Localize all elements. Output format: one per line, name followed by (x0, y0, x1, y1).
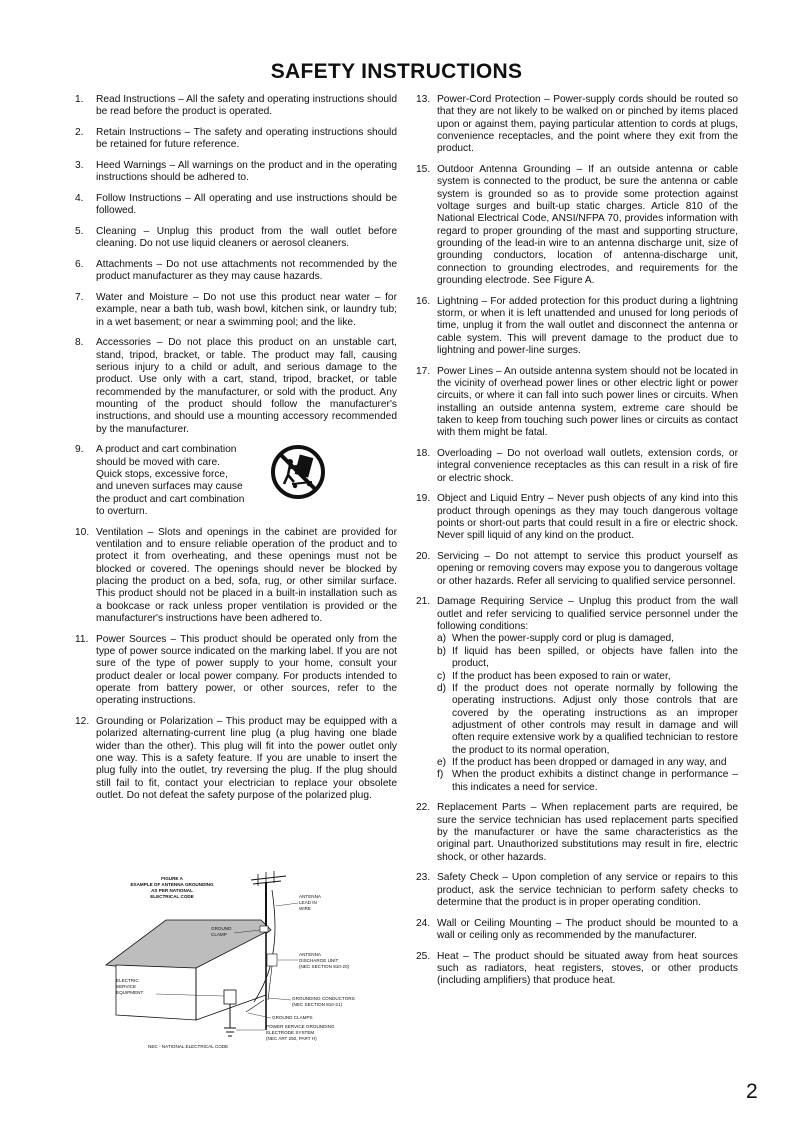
cart-tipover-warning-icon (270, 444, 326, 500)
instruction-item: 7. Water and Moisture – Do not use this product near water – for example, near a bath tub, wash bowl, kitchen sink, or laundry tub; in a wet basement; or near a swimming pool; and the like. (75, 291, 397, 328)
svg-text:GROUND CLAMPS: GROUND CLAMPS (272, 1015, 313, 1020)
instruction-item: 4. Follow Instructions – All operating and use instructions should be followed. (75, 192, 397, 217)
instruction-text: Accessories – Do not place this product on an unstable cart, stand, tripod, bracket, or table. The product may fall, causing serious injury to a child or adult, and serious damage to the product. Use only with a cart, stand, tripod, bracket, or table recommended by the manufacturer, or sold with the product. Any mounting of the product should follow the manufacturer's instructions, and should use a mounting accessory recommended by the manufacturer. (96, 337, 397, 435)
instruction-item: 9. A product and cart combination should be moved with care. Quick stops, excessive force, and uneven surfaces may cause the product and cart combination to overturn. (75, 444, 397, 518)
instruction-item: 17. Power Lines – An outside antenna system should not be located in the vicinity of overhead power lines or other electric light or power circuits, or where it can fall into such power lines or circuits. When installing an outside antenna system, extreme care should be taken to keep from touching such power lines or circuits as contact with them might be fatal. (416, 365, 738, 439)
instruction-item: 6. Attachments – Do not use attachments not recommended by the product manufacturer as they may cause hazards. (75, 258, 397, 283)
instruction-item: 1. Read Instructions – All the safety and operating instructions should be read before the product is operated. (75, 94, 397, 118)
condition-item: a) When the power-supply cord or plug is damaged, (437, 633, 674, 645)
instruction-text: Heed Warnings – All warnings on the product and in the operating instructions should be adhered to. (96, 159, 397, 184)
svg-text:(NEC SECTION 810-21): (NEC SECTION 810-21) (292, 1002, 343, 1007)
figure-footnote: NEC - NATIONAL ELECTRICAL CODE (148, 1044, 229, 1049)
page-title: SAFETY INSTRUCTIONS (270, 60, 523, 83)
instruction-text: Damage Requiring Service – Unplug this product from the wall outlet and refer servicing to qualified service personnel under the following conditions: (437, 596, 738, 633)
instruction-item: 2. Retain Instructions – The safety and operating instructions should be retained for future reference. (75, 126, 397, 151)
svg-text:(NEC SECTION 810-20): (NEC SECTION 810-20) (299, 964, 350, 969)
instruction-text: Ventilation – Slots and openings in the cabinet are provided for ventilation and to ensure reliable operation of the product and to protect it from overheating, and these openings must not be blocked or covered. The openings should never be blocked by placing the product on a bed, sofa, rug, or other similar surface. This product should not be placed in a built-in installation such as a bookcase or rack unless proper ventilation is provided or the manufacturer's instructions have been adhered to. (96, 526, 397, 625)
instruction-text: A product and cart combination should be moved with care. Quick stops, excessive force, and uneven surfaces may cause the product and cart combination to overturn. (96, 444, 245, 517)
svg-text:ELECTRODE SYSTEM: ELECTRODE SYSTEM (266, 1030, 315, 1035)
svg-text:DISCHARGE UNIT: DISCHARGE UNIT (299, 958, 339, 963)
svg-text:LEAD IN: LEAD IN (299, 900, 317, 905)
instruction-text: Lightning – For added protection for this product during a lightning storm, or when it is left unattended and unused for long periods of time, unplug it from the wall outlet and disconnect the antenna or cable system. This will prevent damage to the product due to lightning and power-line surges. (437, 295, 738, 357)
svg-text:SERVICE: SERVICE (116, 984, 137, 989)
instruction-text: Attachments – Do not use attachments not recommended by the product manufacturer as they may cause hazards. (96, 258, 397, 283)
figure-title: FIGURE A (161, 876, 183, 881)
instruction-text: Servicing – Do not attempt to service this product yourself as opening or removing covers may expose you to dangerous voltage or other hazards. Refer all servicing to qualified service personnel. (437, 551, 738, 587)
svg-text:GROUNDING CONDUCTORS: GROUNDING CONDUCTORS (292, 996, 355, 1001)
instruction-item: 22. Replacement Parts – When replacement parts are required, be sure the service technician has used replacement parts specified by the manufacturer or have the same characteristics as the original part. Unauthorized substitutions may result in fire, electric shock, or other hazards. (416, 802, 738, 863)
instruction-item: 5. Cleaning – Unplug this product from the wall outlet before cleaning. Do not use liquid cleaners or aerosol cleaners. (75, 225, 397, 250)
instruction-item: 16. Lightning – For added protection for this product during a lightning storm, or when it is left unattended and unused for long periods of time, unplug it from the wall outlet and disconnect the antenna or cable system. This will prevent damage to the product due to lightning and power-line surges. (416, 295, 738, 357)
service-equipment (224, 990, 236, 1036)
instruction-text: Outdoor Antenna Grounding – If an outside antenna or cable system is connected to the product, be sure the antenna or cable system is grounded so as to provide some protection against voltage surges and built-up static charges. Article 810 of the National Electrical Code, ANSI/NFPA 70, provides information with regard to proper grounding of the mast and supporting structure, grounding of the lead-in wire to an antenna discharge unit, size of grounding conductors, location of antenna-discharge unit, connection to grounding electrodes, and requirements for the grounding electrode. See Figure A. (437, 164, 738, 287)
instruction-text: Object and Liquid Entry – Never push objects of any kind into this product through openings as they may touch dangerous voltage points or short-out parts that could result in a fire or electric shock. Never spill liquid of any kind on the product. (437, 493, 738, 542)
instruction-item: 19. Object and Liquid Entry – Never push objects of any kind into this product through openings as they may touch dangerous voltage points or short-out parts that could result in a fire or electric shock. Never spill liquid of any kind on the product. (416, 493, 738, 542)
svg-text:WIRE: WIRE (299, 906, 311, 911)
instruction-text: Water and Moisture – Do not use this product near water – for example, near a bath tub, wash bowl, kitchen sink, or laundry tub; in a wet basement; or near a swimming pool; and the like. (96, 291, 397, 328)
instruction-item: 13. Power-Cord Protection – Power-supply cords should be routed so that they are not likely to be walked on or pinched by items placed upon or against them, paying particular attention to cords at plugs, convenience receptacles, and the point where they exit from the product. (416, 94, 738, 155)
instruction-text: Cleaning – Unplug this product from the wall outlet before cleaning. Do not use liquid cleaners or aerosol cleaners. (96, 225, 397, 250)
instruction-item: 20. Servicing – Do not attempt to service this product yourself as opening or removing covers may expose you to dangerous voltage or other hazards. Refer all servicing to qualified service personnel. (416, 551, 738, 587)
right-column (416, 94, 738, 996)
svg-text:ELECTRIC: ELECTRIC (116, 978, 139, 983)
instruction-item: 3. Heed Warnings – All warnings on the product and in the operating instructions should be adhered to. (75, 159, 397, 184)
left-column (75, 94, 397, 811)
instruction-item: 18. Overloading – Do not overload wall outlets, extension cords, or integral convenience receptacles as this can result in a risk of fire or electric shock. (416, 448, 738, 484)
instruction-item: 23. Safety Check – Upon completion of any service or repairs to this product, ask the service technician to perform safety checks to determine that the product is in proper operating condition. (416, 872, 738, 908)
instruction-text: Grounding or Polarization – This product may be equipped with a polarized alternating-current line plug (a plug having one blade wider than the other). This plug will fit into the power outlet only one way. This is a safety feature. If you are unable to insert the plug fully into the outlet, try reversing the plug. If the plug should still fail to fit, contact your electrician to replace your obsolete outlet. Do not defeat the safety purpose of the polarized plug. (96, 716, 397, 802)
instruction-text: Power-Cord Protection – Power-supply cords should be routed so that they are not likely to be walked on or pinched by items placed upon or against them, paying particular attention to cords at plugs, convenience receptacles, and the point where they exit from the product. (437, 94, 738, 155)
page-number: 2 (746, 1080, 758, 1103)
svg-text:GROUND: GROUND (211, 926, 232, 931)
svg-text:CLAMP: CLAMP (211, 932, 227, 937)
instruction-item: 21. Damage Requiring Service – Unplug this product from the wall outlet and refer servicing to qualified service personnel under the following conditions: a) When the power-supply cord or plug is damaged, b) If liquid has been spilled, or objects have fallen into the product, c) If the product has been exposed to rain or water, d) If the product does not operate normally by following the operating instructions. Adjust only those controls that are covered by the operating instructions as an improper adjustment of other controls may result in damage and will often require extensive work by a qualified technician to restore the product to its normal operation, e) If the product has been dropped or damaged in any way, and f) When the product exhibits a distinct change in performance – this indicates a need for service. (416, 596, 738, 793)
house-drawing (106, 920, 271, 1020)
instruction-text: Overloading – Do not overload wall outlets, extension cords, or integral convenience receptacles as this can result in a risk of fire or electric shock. (437, 448, 738, 484)
instruction-item: 12. Grounding or Polarization – This product may be equipped with a polarized alternating-current line plug (a plug having one blade wider than the other). This plug will fit into the power outlet only one way. This is a safety feature. If you are unable to insert the plug fully into the outlet, try reversing the plug. If the plug should still fail to fit, contact your electrician to replace your obsolete outlet. Do not defeat the safety purpose of the polarized plug. (75, 716, 397, 802)
svg-text:EQUIPMENT: EQUIPMENT (116, 990, 144, 995)
instruction-text: Follow Instructions – All operating and use instructions should be followed. (96, 192, 397, 217)
instruction-text: Replacement Parts – When replacement parts are required, be sure the service technician has used replacement parts specified by the manufacturer or have the same characteristics as the original part. Unauthorized substitutions may result in fire, electric shock, or other hazards. (437, 802, 738, 863)
condition-item: b) If liquid has been spilled, or objects have fallen into the product, (437, 645, 738, 670)
instruction-item: 10. Ventilation – Slots and openings in the cabinet are provided for ventilation and to ensure reliable operation of the product and to protect it from overheating, and these openings must not be blocked or covered. The openings should never be blocked by placing the product on a bed, sofa, rug, or other similar surface. This product should not be placed in a built-in installation such as a bookcase or rack unless proper ventilation is provided or the manufacturer's instructions have been adhered to. (75, 526, 397, 625)
condition-item: f) When the product exhibits a distinct change in performance – this indicates a need for service. (437, 769, 738, 793)
instruction-text: Read Instructions – All the safety and operating instructions should be read before the product is operated. (96, 94, 397, 118)
instruction-item: 8. Accessories – Do not place this product on an unstable cart, stand, tripod, bracket, or table. The product may fall, causing serious injury to a child or adult, and serious damage to the product. Use only with a cart, stand, tripod, bracket, or table recommended by the manufacturer, or sold with the product. Any mounting of the product should follow the manufacturer's instructions, and should use a mounting accessory recommended by the manufacturer. (75, 337, 397, 435)
svg-text:POWER SERVICE GROUNDING: POWER SERVICE GROUNDING (266, 1024, 335, 1029)
svg-text:(NEC ART 250, PART H): (NEC ART 250, PART H) (266, 1036, 317, 1041)
figure-title: EXAMPLE OF ANTENNA GROUNDING (130, 882, 214, 887)
instruction-item: 11. Power Sources – This product should be operated only from the type of power source indicated on the marking label. If you are not sure of the type of power supply to your home, consult your product dealer or local power company. For products intended to operate from battery power, or other sources, refer to the operating instructions. (75, 633, 397, 707)
condition-item: c) If the product has been exposed to rain or water, (437, 670, 671, 682)
figure-title: ELECTRICAL CODE (150, 894, 194, 899)
instruction-text: Heat – The product should be situated away from heat sources such as radiators, heat registers, stoves, or other products (including amplifiers) that produce heat. (437, 950, 738, 987)
svg-text:ANTENNA: ANTENNA (299, 894, 321, 899)
instruction-item: 25. Heat – The product should be situated away from heat sources such as radiators, heat registers, stoves, or other products (including amplifiers) that produce heat. (416, 950, 738, 987)
instruction-item: 15. Outdoor Antenna Grounding – If an outside antenna or cable system is connected to the product, be sure the antenna or cable system is grounded so as to provide some protection against voltage surges and built-up static charges. Article 810 of the National Electrical Code, ANSI/NFPA 70, provides information with regard to proper grounding of the mast and supporting structure, grounding of the lead-in wire to an antenna discharge unit, size of grounding conductors, location of antenna-discharge unit, connection to grounding electrodes, and requirements for the grounding electrode. See Figure A. (416, 164, 738, 287)
instruction-text: Safety Check – Upon completion of any service or repairs to this product, ask the service technician to perform safety checks to determine that the product is in proper operating condition. (437, 872, 738, 908)
antenna-grounding-figure (96, 870, 376, 1055)
condition-item: d) If the product does not operate normally by following the operating instructions. Adjust only those controls that are covered by the operating instructions as an improper adjustment of other controls may result in damage and will often require extensive work by a qualified technician to restore the product to its normal operation, (437, 682, 738, 756)
svg-text:ANTENNA: ANTENNA (299, 952, 321, 957)
instruction-text: Power Sources – This product should be operated only from the type of power source indicated on the marking label. If you are not sure of the type of power supply to your home, consult your product dealer or local power company. For products intended to operate from battery power, or other sources, refer to the operating instructions. (96, 633, 397, 707)
figure-title: AS PER NATIONAL (151, 888, 193, 893)
condition-item: e) If the product has been dropped or damaged in any way, and (437, 756, 727, 768)
instruction-text: Retain Instructions – The safety and operating instructions should be retained for future reference. (96, 126, 397, 151)
instruction-text: Wall or Ceiling Mounting – The product should be mounted to a wall or ceiling only as recommended by the manufacturer. (437, 917, 738, 941)
instruction-item: 24. Wall or Ceiling Mounting – The product should be mounted to a wall or ceiling only as recommended by the manufacturer. (416, 917, 738, 941)
instruction-text: Power Lines – An outside antenna system should not be located in the vicinity of overhead power lines or other electric light or power circuits, or where it can fall into such power lines or circuits. When installing an outside antenna system, extreme care should be taken to keep from touching such power lines or circuits as contact with them might be fatal. (437, 365, 738, 439)
